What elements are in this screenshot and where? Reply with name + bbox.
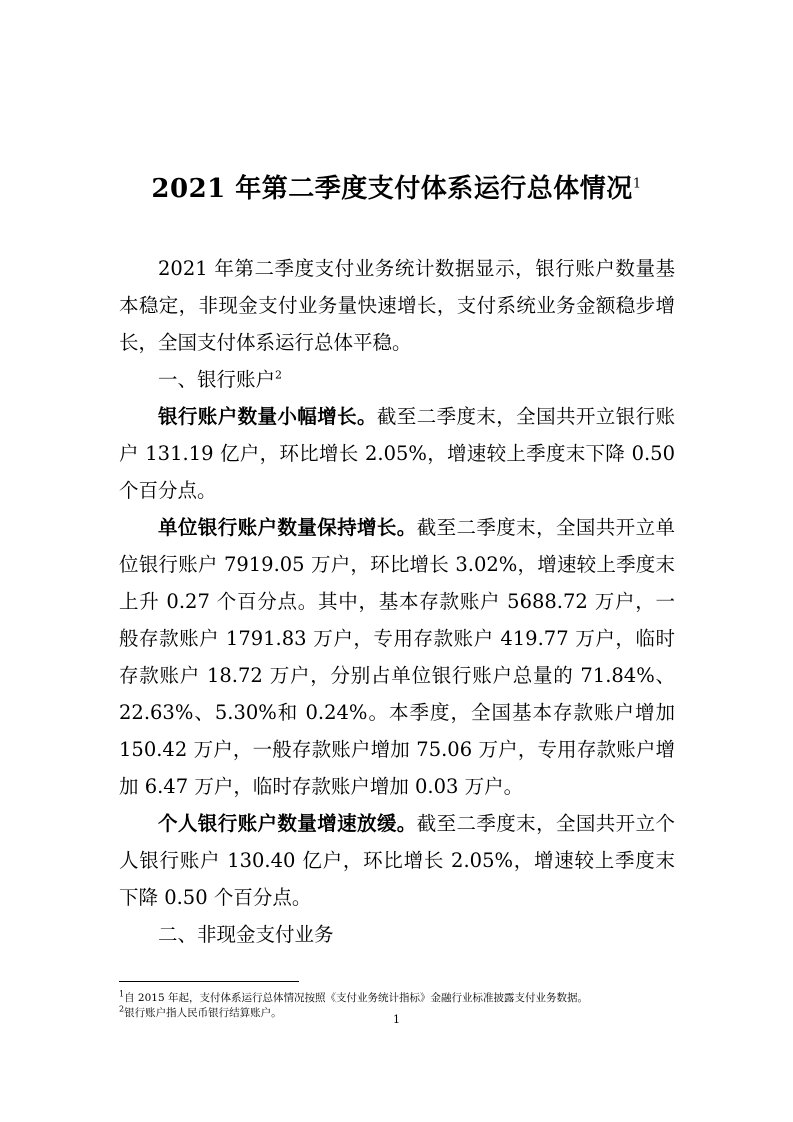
footnote-ref: 1 bbox=[119, 989, 125, 999]
paragraph-text: 截至二季度末，全国共开立个人银行账户 130.40 亿户，环比增长 2.05%，增速较上季度末下降 0.50 个百分点。 bbox=[119, 812, 675, 909]
title-footnote-ref: 1 bbox=[632, 176, 642, 192]
paragraph-unit-accounts bbox=[119, 509, 675, 805]
paragraph-lead: 单位银行账户数量保持增长。 bbox=[158, 516, 417, 539]
paragraph-text: 截至二季度末，全国共开立银行账户 131.19 亿户，环比增长 2.05%，增速较上季度末下降 0.50 个百分点。 bbox=[119, 405, 675, 502]
intro-paragraph: 2021 年第二季度支付业务统计数据显示，银行账户数量基本稳定，非现金支付业务量快速增长，支付系统业务金额稳步增长，全国支付体系运行总体平稳。 bbox=[119, 257, 675, 354]
footnote-text: 自 2015 年起，支付体系运行总体情况按照《支付业务统计指标》金融行业标准披露支付业务数据。 bbox=[124, 992, 588, 1004]
paragraph-text: 截至二季度末，全国共开立单位银行账户 7919.05 万户，环比增长 3.02%，增速较上季度末上升 0.27 个百分点。其中，基本存款账户 5688.72 万户，一般存款账户 1791.83 万户，专用存款账户 419.77 万户，临时存款账户 18.72 万户，分别占单位银行账户总量的 71.84%、22.63%、5.30%和 0.24%。本季度，全国基本存款账户增加 150.42 万户，一般存款账户增加 75.06 万户，专用存款账户增加 6.47 万户，临时存款账户增加 0.03 万户。 bbox=[119, 516, 675, 798]
paragraph-bank-accounts bbox=[119, 398, 675, 509]
document-body bbox=[119, 250, 675, 953]
section-heading-text: 一、银行账户 bbox=[158, 368, 276, 391]
section-heading-noncash-payments: 二、非现金支付业务 bbox=[158, 923, 334, 946]
paragraph-lead: 银行账户数量小幅增长。 bbox=[158, 405, 377, 428]
section-heading-bank-accounts bbox=[119, 361, 675, 398]
title-text: 2021 年第二季度支付体系运行总体情况 bbox=[151, 174, 633, 204]
footnote-text: 银行账户指人民币银行结算账户。 bbox=[124, 1007, 282, 1019]
footnote-divider bbox=[119, 981, 299, 982]
section-footnote-ref: 2 bbox=[275, 368, 283, 382]
document-title bbox=[0, 168, 793, 205]
footnote-ref: 2 bbox=[119, 1004, 125, 1014]
paragraph-personal-accounts bbox=[119, 805, 675, 916]
page-number: 1 bbox=[393, 1013, 400, 1026]
paragraph-lead: 个人银行账户数量增速放缓。 bbox=[158, 812, 417, 835]
footnote-item bbox=[119, 991, 679, 1006]
